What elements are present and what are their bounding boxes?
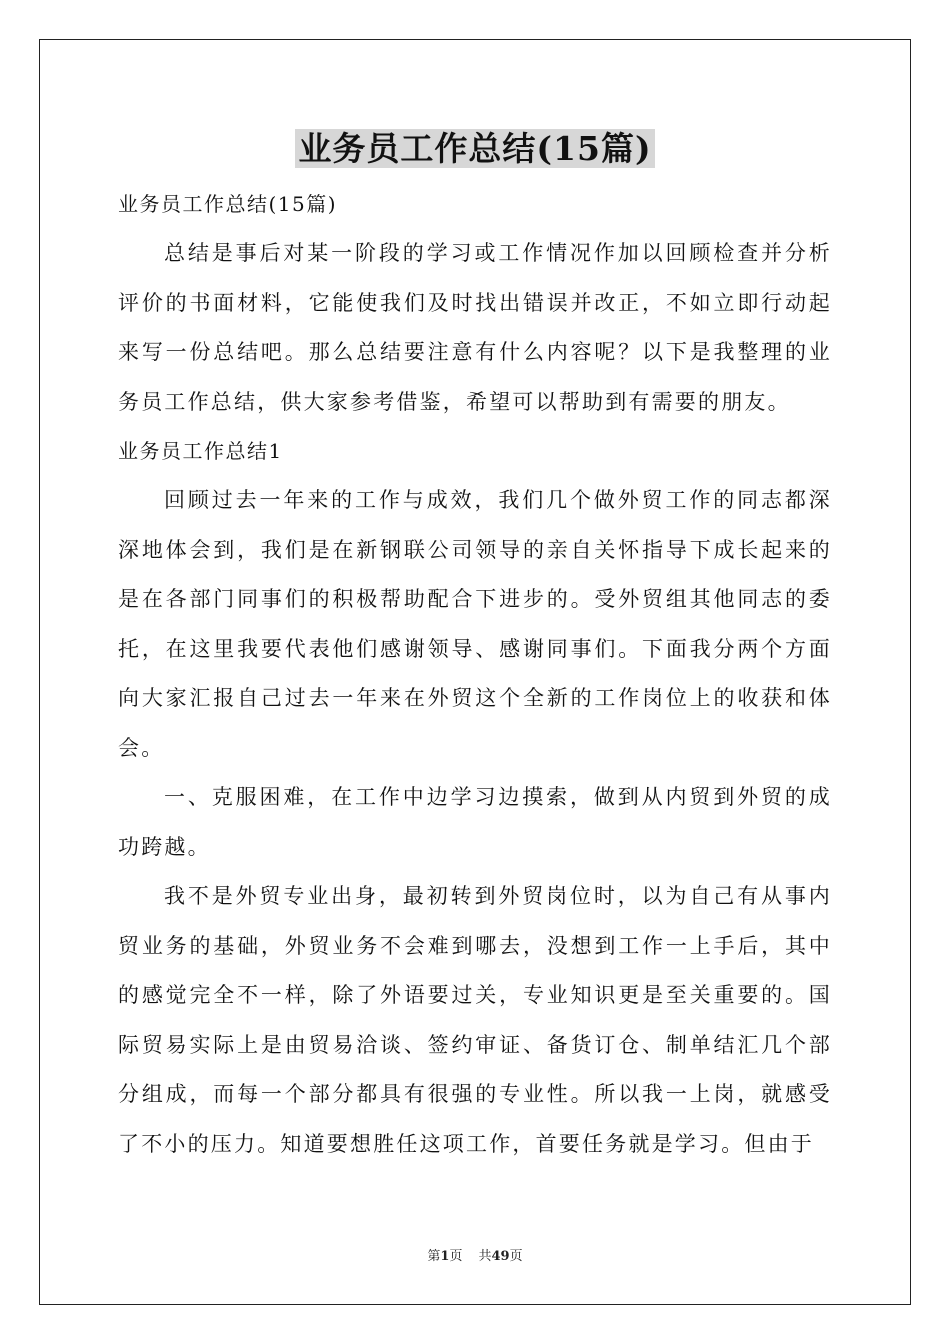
body-paragraph-1: 回顾过去一年来的工作与成效，我们几个做外贸工作的同志都深深地体会到，我们是在新钢联公司领导的亲自关怀指导下成长起来的是在各部门同事们的积极帮助配合下进步的。受外贸组其他同志的委托，在这里我要代表他们感谢领导、感谢同事们。下面我分两个方面向大家汇报自己过去一年来在外贸这个全新的工作岗位上的收获和体会。 [118,488,832,760]
total-pages: 49 [491,1249,510,1264]
page-footer [0,1248,950,1266]
page-number: 1 [440,1249,450,1264]
intro-paragraph: 总结是事后对某一阶段的学习或工作情况作加以回顾检查并分析评价的书面材料，它能使我们及时找出错误并改正，不如立即行动起来写一份总结吧。那么总结要注意有什么内容呢？以下是我整理的业务员工作总结，供大家参考借鉴，希望可以帮助到有需要的朋友。 [118,241,832,414]
total-suffix: 页 [509,1249,523,1264]
section-heading: 业务员工作总结1 [118,439,283,463]
document-title-text: 业务员工作总结(15篇) [295,129,654,168]
document-title [118,118,832,180]
body-paragraph-2: 一、克服困难，在工作中边学习边摸索，做到从内贸到外贸的成功跨越。 [118,785,832,859]
page-prefix: 第 [427,1249,441,1264]
page-suffix: 页 [449,1249,463,1264]
total-prefix: 共 [478,1249,492,1264]
document-subtitle: 业务员工作总结(15篇) [118,192,338,216]
document-body [118,118,832,1169]
body-paragraph-3: 我不是外贸专业出身，最初转到外贸岗位时，以为自己有从事内贸业务的基础，外贸业务不会难到哪去，没想到工作一上手后，其中的感觉完全不一样，除了外语要过关，专业知识更是至关重要的。国际贸易实际上是由贸易洽谈、签约审证、备货订仓、制单结汇几个部分组成，而每一个部分都具有很强的专业性。所以我一上岗，就感受了不小的压力。知道要想胜任这项工作，首要任务就是学习。但由于 [118,884,832,1156]
